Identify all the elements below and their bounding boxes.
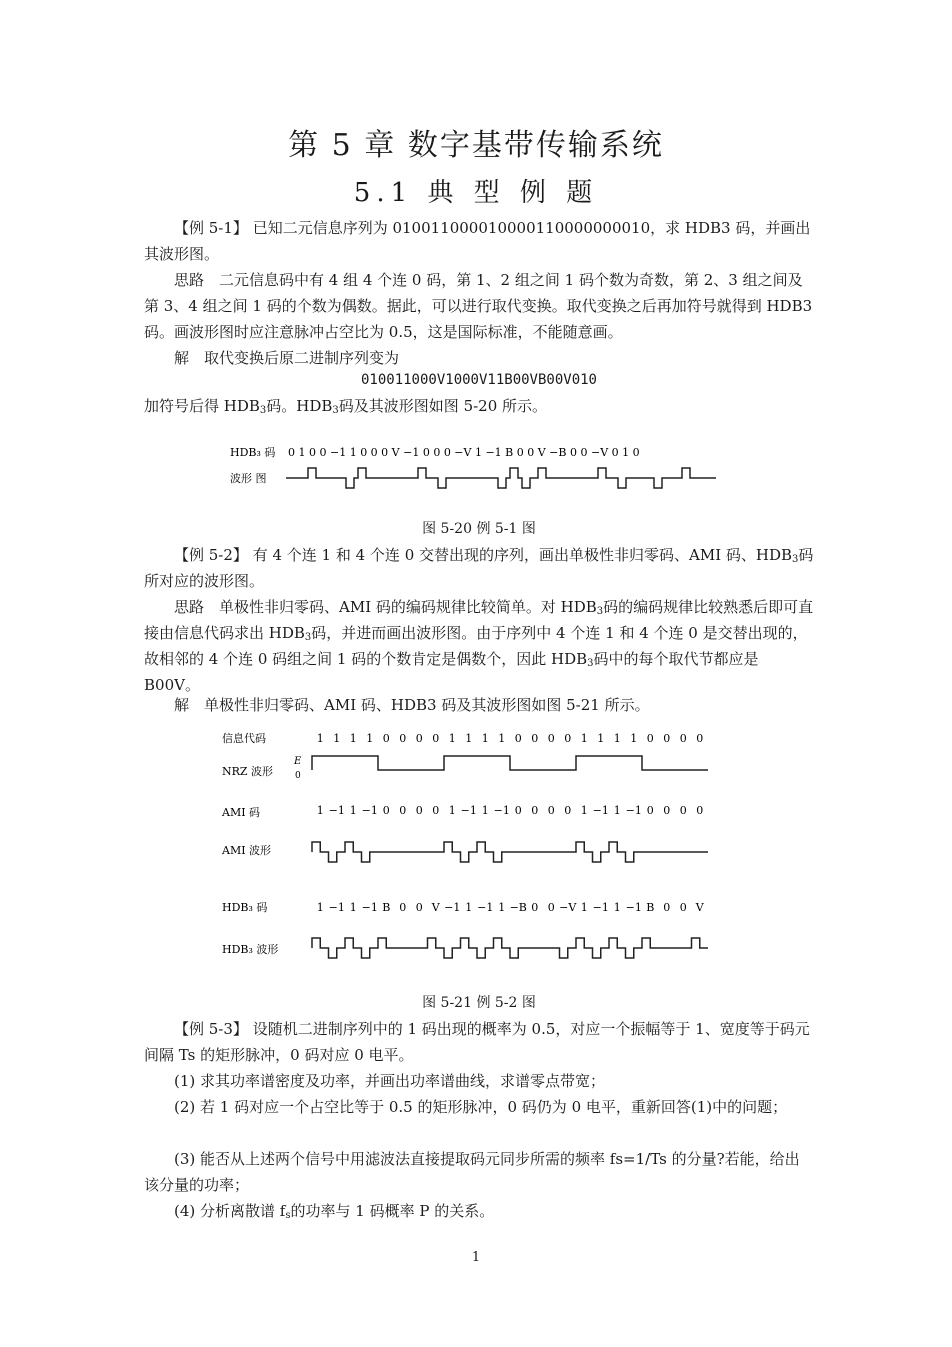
example-5-3-item-1: (1) 求其功率谱密度及功率，并画出功率谱曲线，求谱零点带宽； [174, 1072, 606, 1090]
ami-symbol: 0 [432, 804, 440, 817]
ami-symbol: 0 [415, 804, 423, 817]
info-bit: 0 [696, 732, 704, 745]
ami-symbol: 0 [663, 804, 671, 817]
i4-text-b: 的功率与 1 码概率 P 的关系。 [290, 1202, 495, 1220]
hdb3-symbol-row: 0 1 0 0 −1 1 0 0 0 V −1 0 0 0 −V 1 −1 B 0 0 V −B 0 0 −V 0 1 0 [288, 446, 640, 459]
hdb3-symbol: B [646, 901, 655, 914]
t-text-d: 码中的每个取代节都应是 B00V。 [144, 650, 759, 694]
result-text-b: 码。HDB [266, 397, 333, 415]
info-bit: 1 [498, 732, 506, 745]
info-bit: 0 [382, 732, 390, 745]
ami-waveform-label: AMI 波形 [222, 844, 272, 857]
ami-waveform [312, 842, 708, 862]
info-bit: 1 [465, 732, 473, 745]
hdb3-symbol: 1 [613, 901, 621, 914]
hdb3-symbol: −V [559, 901, 577, 914]
ami-symbol: 0 [564, 804, 572, 817]
ami-symbol: −1 [361, 804, 378, 817]
hdb3-waveform-label: HDB₃ 波形 [222, 943, 279, 956]
i4-text-a: (4) 分析离散谱 f [174, 1202, 286, 1220]
hdb3-code-label: HDB₃ 码 [230, 446, 276, 459]
t-text-c: 码，并进而画出波形图。由于序列中 4 个连 1 和 4 个连 0 是交替出现的，故相邻的 4 个连 0 码组之间 1 码的个数肯定是偶数个，因此 HDB [144, 624, 808, 668]
ami-symbol: 0 [547, 804, 555, 817]
info-bit: 0 [415, 732, 423, 745]
hdb3-symbol: −1 [444, 901, 461, 914]
ami-symbol: −1 [493, 804, 510, 817]
subscript-3: 3 [596, 606, 604, 617]
hdb3-symbol: 0 [531, 901, 539, 914]
info-code-label: 信息代码 [222, 732, 266, 745]
nrz-zero-level: 0 [295, 771, 301, 781]
hdb3-code-symbols [317, 901, 705, 914]
ami-symbol: 1 [448, 804, 456, 817]
example-5-2-question [144, 542, 814, 594]
waveform-label: 波形 图 [230, 472, 267, 485]
ami-symbol: 0 [382, 804, 390, 817]
hdb3-symbol: 1 [465, 901, 473, 914]
example-5-3-item-4 [144, 1198, 814, 1224]
info-bit: 0 [663, 732, 671, 745]
hdb3-symbol: −B [509, 901, 527, 914]
subscript-3: 3 [304, 632, 312, 643]
info-bit: 1 [613, 732, 621, 745]
info-bit: 0 [679, 732, 687, 745]
subscript-3: 3 [792, 554, 799, 565]
ami-symbol: −1 [328, 804, 345, 817]
hdb3-code-label-5-21: HDB₃ 码 [222, 901, 268, 914]
info-code-bits [317, 732, 704, 745]
hdb3-symbol: 0 [547, 901, 555, 914]
example-5-1-thought: 思路 二元信息码中有 4 组 4 个连 0 码，第 1、2 组之间 1 码个数为奇数，第 2、3 组之间及第 3、4 组之间 1 码的个数为偶数。据此，可以进行取代变换。取代变换之后再加符号就得到 HDB3 码。画波形图时应注意脉冲占空比为 0.5，这是国际标准，不能随意画。 [144, 271, 813, 341]
figure-5-20-caption: 图 5-20 例 5-1 图 [422, 521, 536, 537]
info-bit: 1 [597, 732, 605, 745]
info-bit: 0 [646, 732, 654, 745]
q-text-a: 【例 5-2】 有 4 个连 1 和 4 个连 0 交替出现的序列，画出单极性非归零码、AMI 码、HDB [174, 546, 793, 564]
info-bit: 1 [481, 732, 489, 745]
subscript-3: 3 [587, 658, 594, 669]
subscript-3: 3 [259, 405, 267, 416]
example-5-2-solution: 解 单极性非归零码、AMI 码、HDB3 码及其波形图如图 5-21 所示。 [174, 696, 650, 714]
figure-5-21 [220, 726, 740, 976]
figure-5-21-caption: 图 5-21 例 5-2 图 [422, 995, 536, 1011]
q-text-b: 码所对应的波形图。 [144, 546, 814, 590]
ami-code-symbols [317, 804, 704, 817]
hdb3-symbol: 0 [663, 901, 671, 914]
figure-5-20 [220, 436, 730, 496]
hdb3-symbol: V [695, 901, 704, 914]
ami-symbol: 1 [580, 804, 588, 817]
hdb3-symbol: 1 [580, 901, 588, 914]
hdb3-symbol: 0 [399, 901, 407, 914]
ami-symbol: 0 [399, 804, 407, 817]
info-bit: 0 [564, 732, 572, 745]
hdb3-symbol: 1 [316, 901, 324, 914]
ami-symbol: 0 [514, 804, 522, 817]
hdb3-waveform-5-20 [286, 468, 716, 488]
nrz-waveform [312, 756, 708, 770]
nrz-waveform-label: NRZ 波形 [222, 765, 274, 778]
hdb3-symbol: B [382, 901, 391, 914]
info-bit: 0 [399, 732, 407, 745]
example-5-2-thought [144, 594, 814, 698]
ami-symbol: −1 [625, 804, 642, 817]
hdb3-symbol: −1 [592, 901, 609, 914]
info-bit: 0 [547, 732, 555, 745]
hdb3-symbol: 0 [415, 901, 423, 914]
hdb3-symbol: 1 [349, 901, 357, 914]
substituted-sequence: 010011000V1000V11B00VB00V010 [360, 372, 597, 388]
hdb3-symbol: 0 [679, 901, 687, 914]
ami-symbol: 0 [679, 804, 687, 817]
subscript-s: s [285, 1210, 291, 1221]
ami-symbol: 1 [613, 804, 621, 817]
ami-symbol: 1 [481, 804, 489, 817]
ami-symbol: −1 [460, 804, 477, 817]
info-bit: 1 [333, 732, 341, 745]
hdb3-symbol: −1 [328, 901, 345, 914]
page-number: 1 [471, 1250, 481, 1265]
ami-symbol: 0 [531, 804, 539, 817]
info-bit: 0 [531, 732, 539, 745]
hdb3-symbol: V [431, 901, 440, 914]
example-5-1-solution: 解 取代变换后原二进制序列变为 [174, 349, 400, 367]
t-text-b: 码的编码规律比较熟悉后即可直接由信息代码求出 HDB [144, 598, 814, 642]
example-5-3-item-2: (2) 若 1 码对应一个占空比等于 0.5 的矩形脉冲，0 码仍为 0 电平，重新回答(1)中的问题； [174, 1098, 788, 1116]
ami-symbol: 1 [349, 804, 357, 817]
hdb3-symbol: −1 [625, 901, 642, 914]
ami-symbol: −1 [592, 804, 609, 817]
example-5-3-item-3: (3) 能否从上述两个信号中用滤波法直接提取码元同步所需的频率 fs=1/Ts 的分量?若能，给出该分量的功率； [144, 1150, 800, 1194]
hdb3-symbol: −1 [361, 901, 378, 914]
ami-symbol: 1 [316, 804, 324, 817]
info-bit: 0 [514, 732, 522, 745]
example-5-3-question: 【例 5-3】 设随机二进制序列中的 1 码出现的概率为 0.5，对应一个振幅等于 1、宽度等于码元间隔 Ts 的矩形脉冲，0 码对应 0 电平。 [144, 1020, 810, 1064]
info-bit: 1 [630, 732, 638, 745]
t-text-a: 思路 单极性非归零码、AMI 码的编码规律比较简单。对 HDB [174, 598, 597, 616]
ami-symbol: 0 [646, 804, 654, 817]
info-bit: 1 [316, 732, 324, 745]
ami-symbol: 0 [696, 804, 704, 817]
info-bit: 0 [432, 732, 440, 745]
info-bit: 1 [580, 732, 588, 745]
example-5-1-question: 【例 5-1】 已知二元信息序列为 010011000010000110000000010，求 HDB3 码，并画出其波形图。 [144, 219, 811, 263]
ami-code-label: AMI 码 [222, 806, 261, 819]
hdb3-waveform [312, 938, 708, 958]
section-title: 5.1 典 型 例 题 [353, 178, 599, 208]
result-text-a: 加符号后得 HDB [144, 397, 260, 415]
result-text-c: 码及其波形图如图 5-20 所示。 [338, 397, 548, 415]
hdb3-symbol: 1 [498, 901, 506, 914]
example-5-1-result [144, 393, 814, 419]
subscript-3: 3 [332, 405, 339, 416]
info-bit: 1 [448, 732, 456, 745]
chapter-title: 第 5 章 数字基带传输系统 [288, 128, 664, 163]
hdb3-symbol: −1 [477, 901, 494, 914]
info-bit: 1 [366, 732, 374, 745]
info-bit: 1 [349, 732, 357, 745]
nrz-amplitude-e: E [294, 756, 302, 767]
